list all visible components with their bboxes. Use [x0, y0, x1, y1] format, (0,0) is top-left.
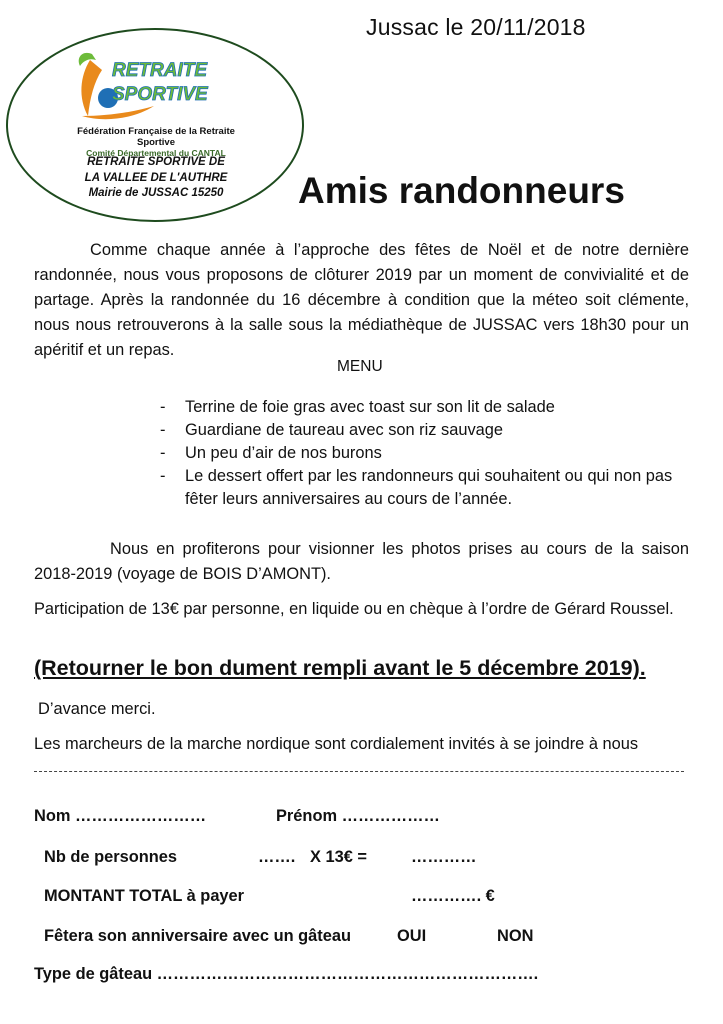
nb-personnes-label: Nb de personnes — [44, 848, 177, 866]
club-line-2: LA VALLEE DE L'AUTHRE — [84, 171, 228, 184]
photos-paragraph — [34, 537, 689, 587]
document-date: Jussac le 20/11/2018 — [366, 14, 586, 40]
committee-name: Comité Départemental du CANTAL — [86, 148, 226, 158]
menu-item: - Un peu d’air de nos burons — [160, 442, 680, 465]
intro-paragraph — [34, 238, 689, 363]
menu-item: - Guardiane de taureau avec son riz sauvage — [160, 419, 680, 442]
retraite-sportive-logo — [72, 46, 222, 124]
intro-text: Comme chaque année à l’approche des fêtes de Noël et de notre dernière randonnée, nous vous proposons de clôturer 2019 par un moment de convivialité et de partage. Après la randonnée du 16 décembre à condition que la méteo soit clémente, nous nous retrouverons à la salle sous la médiathèque de JUSSAC vers 18h30 pour un apéritif et un repas. — [34, 241, 689, 359]
participation-paragraph — [34, 597, 689, 622]
club-line-3: Mairie de JUSSAC 15250 — [88, 187, 224, 199]
menu-title: MENU — [337, 358, 383, 375]
menu-list — [160, 396, 680, 511]
thanks-text: D’avance merci. — [38, 700, 156, 718]
menu-item: - Le dessert offert par les randonneurs qui souhaitent ou qui non pas fêter leurs anniversaires au cours de l’année. — [160, 465, 680, 511]
page-title: Amis randonneurs — [298, 170, 625, 211]
cut-line-divider — [34, 771, 684, 772]
menu-item: - Terrine de foie gras avec toast sur son lit de salade — [160, 396, 680, 419]
nom-field[interactable]: Nom …………………… — [34, 807, 207, 825]
price-per-person: X 13€ = — [310, 848, 367, 866]
birthday-yes-option[interactable]: OUI — [397, 927, 427, 945]
participation-details: , en liquide ou en chèque à l’ordre de Gérard Roussel. — [280, 600, 674, 618]
club-line-1: RETRAITE SPORTIVE DE — [87, 156, 225, 168]
nb-personnes-field[interactable]: ……. — [258, 848, 296, 866]
birthday-no-option[interactable]: NON — [497, 927, 534, 945]
total-field[interactable]: …………. € — [411, 887, 495, 905]
return-deadline-notice: (Retourner le bon dument rempli avant le 5 décembre 2019). — [34, 656, 646, 680]
club-address — [40, 155, 272, 202]
cake-type-field[interactable]: Type de gâteau ……………………………………………………………. — [34, 965, 539, 983]
participation-price: Participation de 13€ par personne — [34, 600, 281, 618]
logo-line2: SPORTIVE — [112, 84, 208, 105]
birthday-question: Fêtera son anniversaire avec un gâteau — [44, 927, 352, 945]
federation-name: Fédération Française de la Retraite Sportive — [77, 126, 235, 148]
photos-text: Nous en profiterons pour visionner les photos prises au cours de la saison 2018-2019 (voyage de BOIS D’AMONT). — [34, 540, 689, 583]
nordic-walk-invite: Les marcheurs de la marche nordique sont cordialement invités à se joindre à nous — [34, 735, 639, 753]
logo-line1: RETRAITE — [112, 60, 207, 81]
prenom-field[interactable]: Prénom ……………… — [276, 807, 440, 825]
total-label: MONTANT TOTAL à payer — [44, 887, 245, 905]
subtotal-field[interactable]: ………… — [411, 848, 477, 866]
